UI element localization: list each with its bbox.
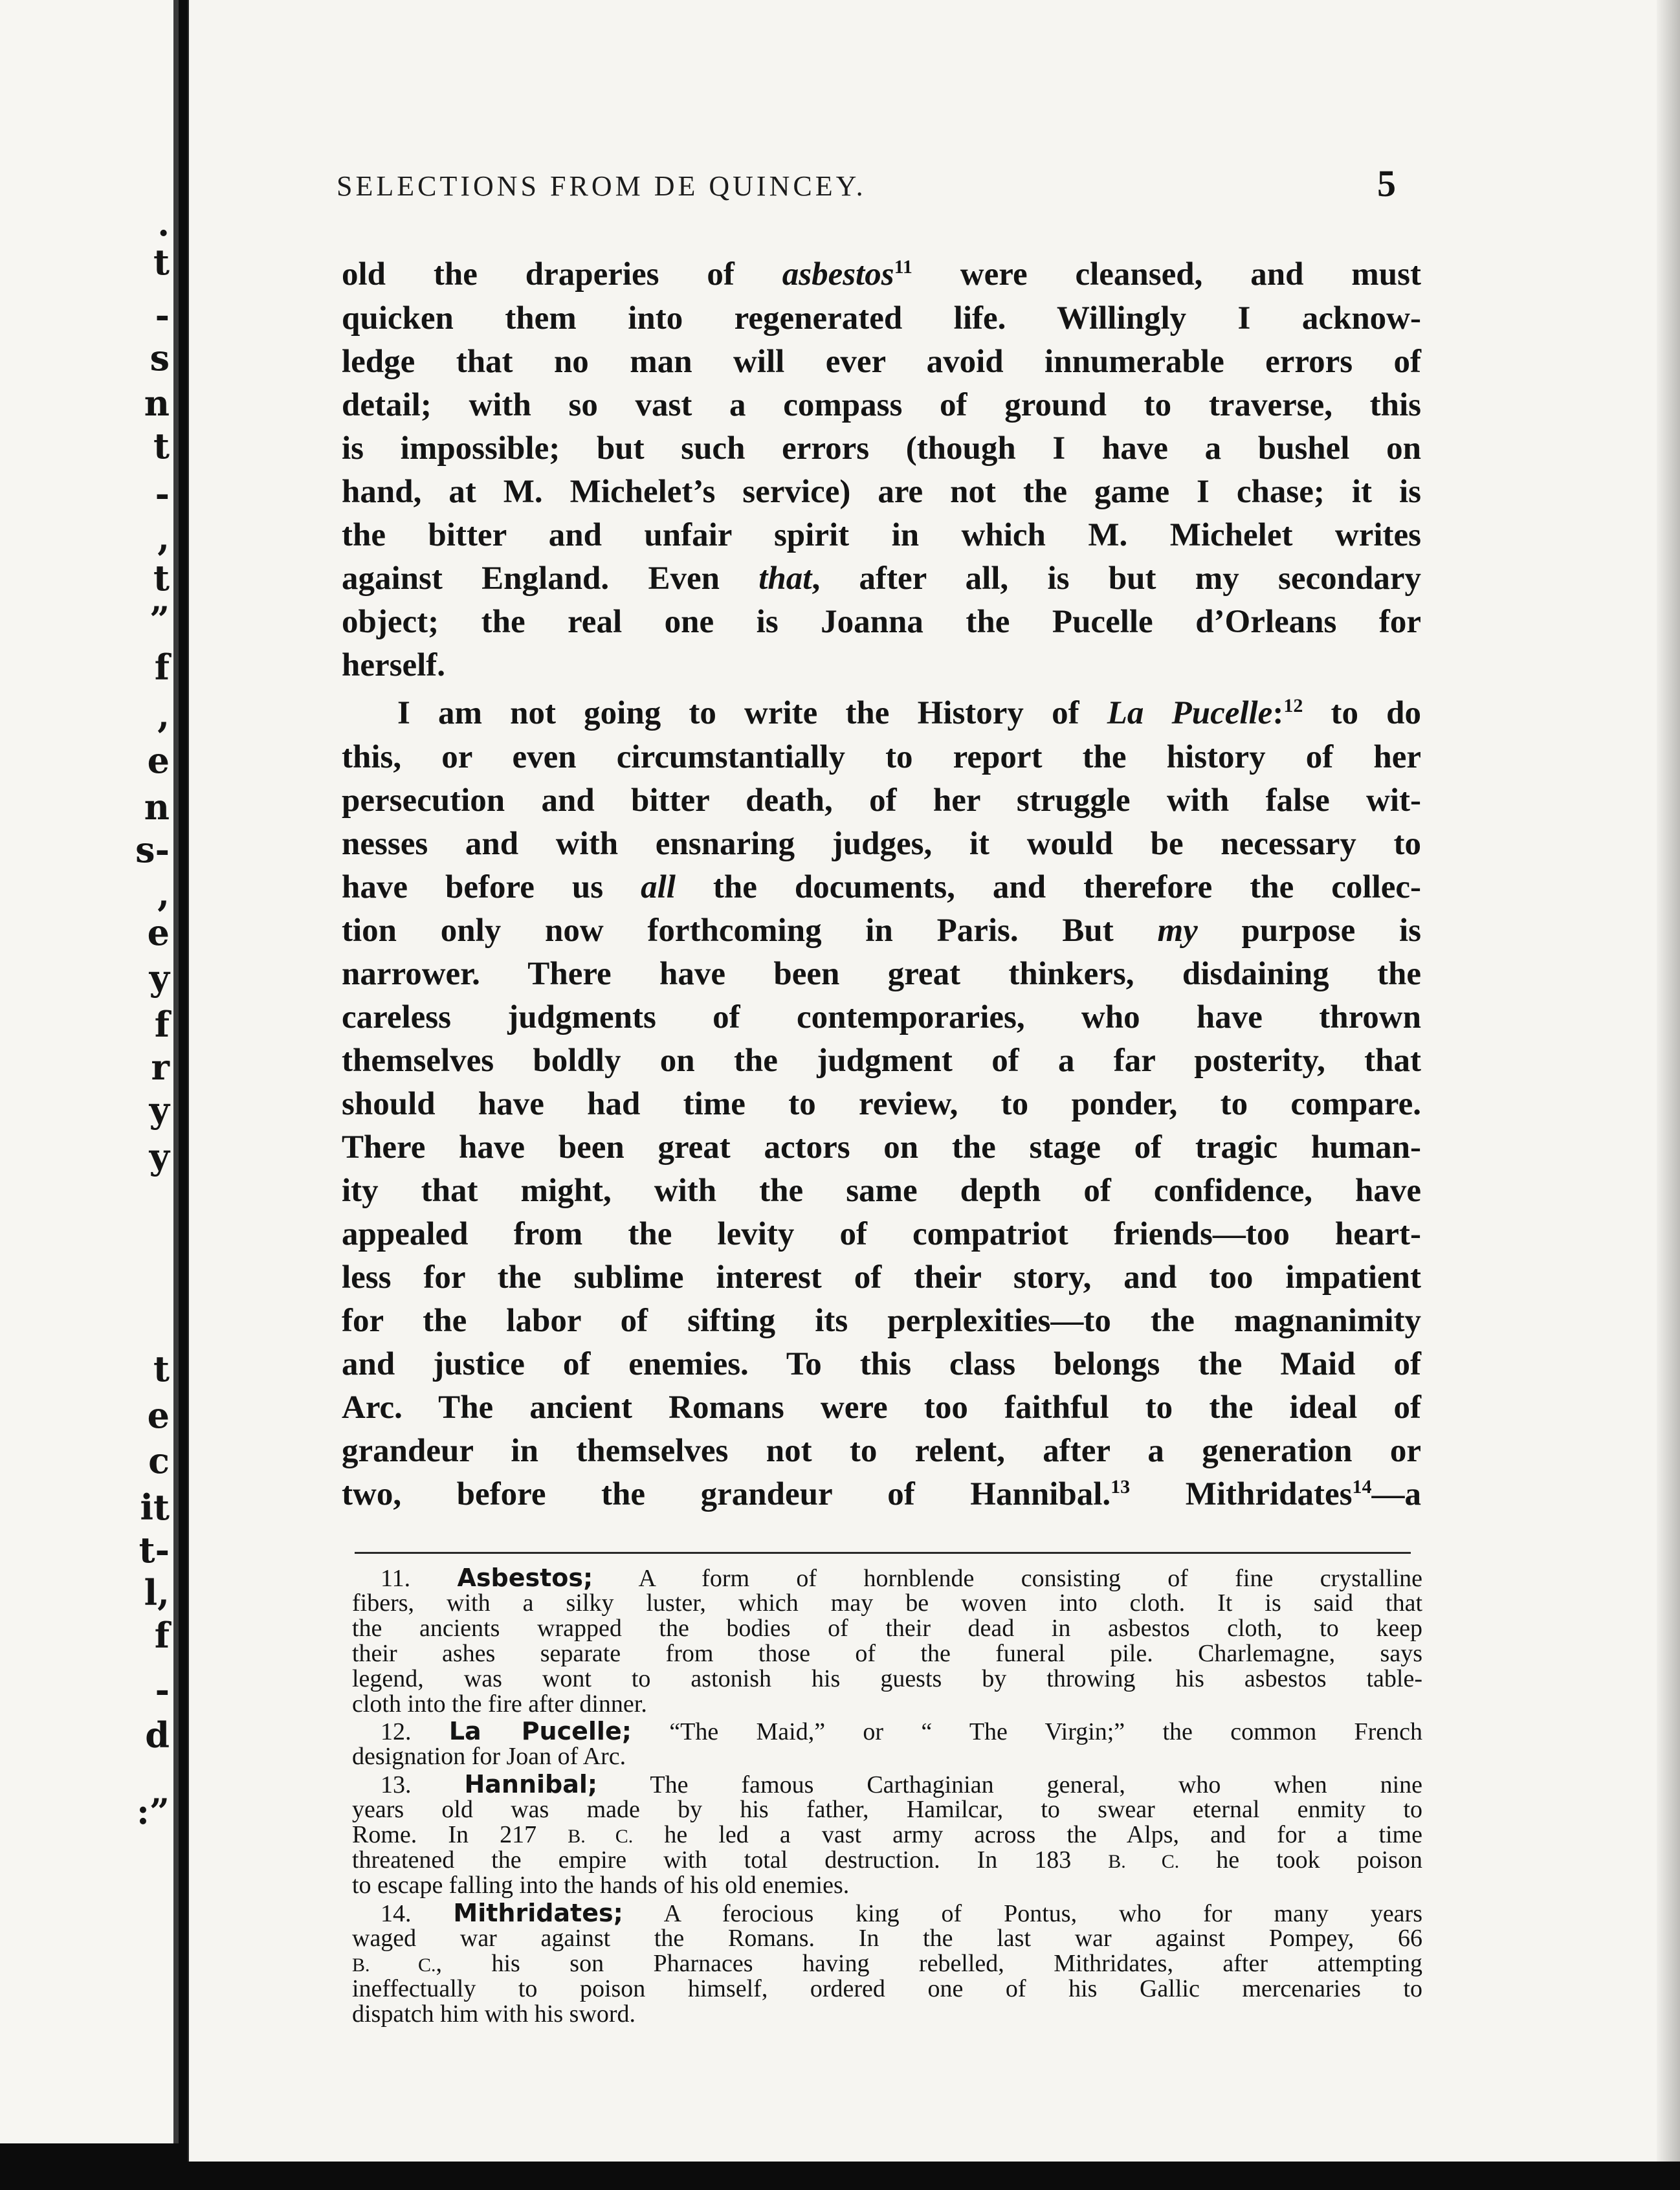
footnote-ref: 13 <box>1111 1476 1131 1498</box>
text-line: and justice of enemies. To this class belongs the Maid of <box>342 1346 1421 1382</box>
facing-page-fragment: y <box>149 1089 170 1131</box>
footnote-12: 12. La Pucelle; “The Maid,” or “ The Virgin;” the common French <box>381 1717 1423 1745</box>
footnote-line: waged war against the Romans. In the last war against Pompey, 66 <box>352 1925 1422 1952</box>
page-edge-shadow <box>1657 0 1680 2162</box>
facing-page-fragment: ” <box>149 599 170 640</box>
facing-page-fragment: t <box>153 241 170 283</box>
footnote-line: the ancients wrapped the bodies of their dead in asbestos cloth, to keep <box>352 1615 1422 1642</box>
text-line: Arc. The ancient Romans were too faithful to the ideal of <box>342 1389 1421 1426</box>
facing-page-fragment: c <box>148 1440 170 1481</box>
footnote-11: 11. Asbestos; A form of hornblende consisting of fine crystalline <box>381 1564 1422 1592</box>
facing-page-fragment: r <box>151 1046 170 1088</box>
text-line: grandeur in themselves not to relent, after a generation or <box>342 1433 1421 1469</box>
text-line: There have been great actors on the stage of tragic human- <box>342 1129 1421 1166</box>
text-line: have before us all the documents, and therefore the collec- <box>342 869 1421 905</box>
text-line: narrower. There have been great thinkers, disdaining the <box>342 956 1421 992</box>
text-line: appealed from the levity of compatriot friends—too heart- <box>342 1216 1421 1252</box>
footnote-line: designation for Joan of Arc. <box>352 1743 626 1770</box>
footnote-line: threatened the empire with total destruction. In 183 B. C. he took poison <box>352 1846 1422 1874</box>
facing-page-fragment: t <box>153 557 170 599</box>
footnote-line: years old was made by his father, Hamilcar, to swear eternal enmity to <box>352 1796 1422 1823</box>
text-line: this, or even circumstantially to report the history of her <box>342 739 1421 775</box>
text-line: the bitter and unfair spirit in which M. Michelet writes <box>342 517 1421 553</box>
facing-page-fragment: e <box>147 912 170 953</box>
facing-page-fragment: it <box>140 1487 170 1528</box>
footnote-ref: 14 <box>1352 1476 1372 1498</box>
footnote-line: fibers, with a silky luster, which may be woven into cloth. It is said that <box>352 1589 1422 1617</box>
text-line: careless judgments of contemporaries, who have thrown <box>342 999 1421 1035</box>
facing-page-fragment: t <box>153 425 170 467</box>
text-line: nesses and with ensnaring judges, it would be necessary to <box>342 826 1421 862</box>
text-line: hand, at M. Michelet’s service) are not the game I chase; it is <box>342 474 1421 510</box>
facing-page-fragment: l, <box>144 1572 170 1613</box>
facing-page-fragment: f <box>154 647 170 688</box>
footnote-ref: 11 <box>894 256 912 278</box>
footnote-ref: 12 <box>1283 695 1303 716</box>
text-line: detail; with so vast a compass of ground to traverse, this <box>342 387 1421 423</box>
text-line: less for the sublime interest of their story, and too impatient <box>342 1259 1421 1296</box>
text-line: tion only now forthcoming in Paris. But my purpose is <box>342 912 1421 949</box>
page-gutter <box>173 0 179 2143</box>
text-line: against England. Even that, after all, is but my secondary <box>342 560 1421 597</box>
text-line: quicken them into regenerated life. Willingly I acknow- <box>342 300 1421 337</box>
text-line: herself. <box>342 647 446 683</box>
facing-page-fragment: y <box>149 1136 170 1177</box>
text-line: persecution and bitter death, of her struggle with false wit- <box>342 782 1421 819</box>
text-line: object; the real one is Joanna the Pucelle d’Orleans for <box>342 604 1421 640</box>
facing-page-fragment: . <box>157 203 170 244</box>
footnote-line: to escape falling into the hands of his old enemies. <box>352 1872 850 1899</box>
footnote-13: 13. Hannibal; The famous Carthaginian general, who when nine <box>381 1770 1423 1798</box>
footnote-14: 14. Mithridates; A ferocious king of Pontus, who for many years <box>381 1899 1422 1927</box>
facing-page-fragment: , <box>157 873 170 914</box>
facing-page-fragment: s- <box>135 829 170 870</box>
footnote-line: ineffectually to poison himself, ordered one of his Gallic mercenaries to <box>352 1975 1422 2002</box>
footnote-rule <box>355 1552 1411 1554</box>
footnote-line: Rome. In 217 B. C. he led a vast army across the Alps, and for a time <box>352 1821 1422 1848</box>
text-line: old the draperies of asbestos$^{11}$ were cleansed, and must <box>342 256 1421 293</box>
text-line: I am not going to write the History of La Pucelle:$^{12}$ to do <box>397 695 1421 731</box>
footnote-line: legend, was wont to astonish his guests by throwing his asbestos table- <box>352 1665 1422 1692</box>
facing-page-fragment: n <box>144 786 170 828</box>
facing-page-fragment: :” <box>137 1791 170 1832</box>
text-line: ity that might, with the same depth of confidence, have <box>342 1173 1421 1209</box>
facing-page-fragment: d <box>145 1714 170 1756</box>
facing-page-fragment: , <box>157 517 170 559</box>
facing-page-fragment: - <box>155 294 170 336</box>
footnote-line: cloth into the fire after dinner. <box>352 1690 647 1718</box>
facing-page-fragment: n <box>144 382 170 424</box>
facing-page-fragment: t <box>153 1348 170 1389</box>
text-line: for the labor of sifting its perplexities—to the magnanimity <box>342 1303 1421 1339</box>
facing-page-fragment: e <box>147 1395 170 1436</box>
footnote-line: B. C., his son Pharnaces having rebelled, Mithridates, after attempting <box>352 1950 1423 1977</box>
facing-page-fragment: e <box>147 740 170 781</box>
text-line: themselves boldly on the judgment of a far posterity, that <box>342 1043 1421 1079</box>
facing-page-fragment: y <box>149 957 170 999</box>
footnote-line: dispatch him with his sword. <box>352 2000 636 2028</box>
running-head: SELECTIONS FROM DE QUINCEY. <box>337 170 867 202</box>
facing-page-fragment: - <box>155 1669 170 1710</box>
page-number: 5 <box>1377 162 1396 205</box>
footnote-line: their ashes separate from those of the funeral pile. Charlemagne, says <box>352 1640 1422 1667</box>
facing-page-fragment: f <box>154 1615 170 1656</box>
facing-page-fragment: t- <box>138 1529 170 1571</box>
text-line: is impossible; but such errors (though I have a bushel on <box>342 430 1421 467</box>
facing-page-fragment: s <box>149 337 170 379</box>
facing-page-fragment: , <box>157 694 170 736</box>
text-line: two, before the grandeur of Hannibal.$^{13}$ Mithridates$^{14}$—a <box>342 1476 1421 1512</box>
facing-page-fragment: - <box>155 473 170 514</box>
text-line: ledge that no man will ever avoid innumerable errors of <box>342 344 1421 380</box>
text-line: should have had time to review, to ponder, to compare. <box>342 1086 1421 1122</box>
facing-page-fragment: f <box>154 1004 170 1045</box>
